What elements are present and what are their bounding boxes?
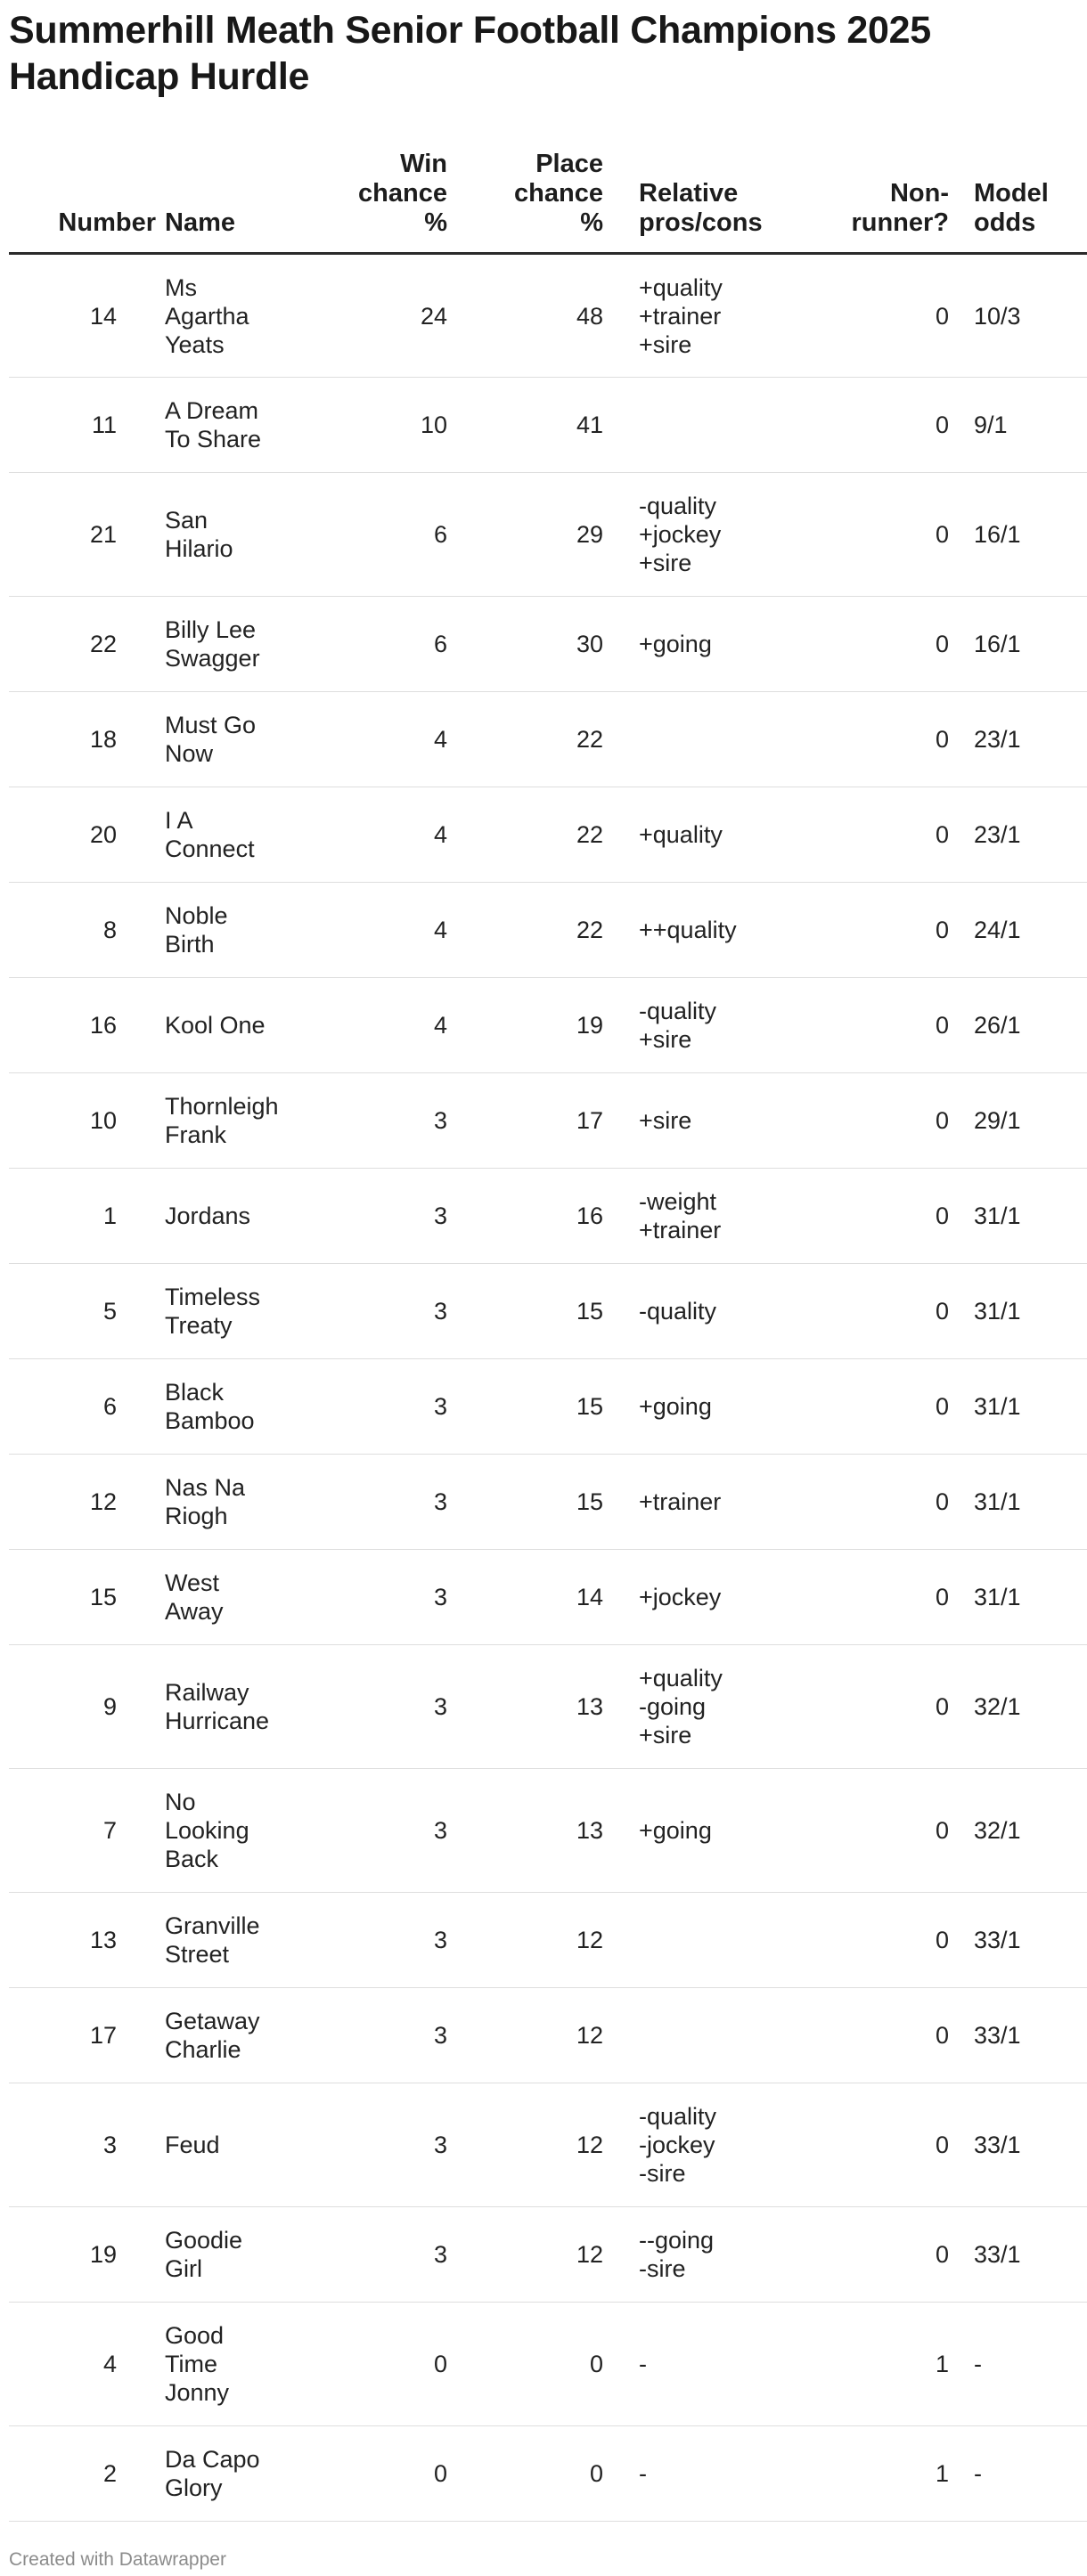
cell-name (156, 1264, 291, 1359)
cell-odds: 16/1 (949, 473, 1087, 597)
cell-place: 17 (447, 1073, 603, 1169)
cell-win: 3 (291, 2207, 447, 2303)
column-header-rel-line: pros/cons (639, 208, 763, 237)
cell-rel-line: ++quality (639, 917, 737, 943)
table-row (9, 1645, 1087, 1769)
cell-number: 16 (9, 978, 156, 1073)
cell-odds: 9/1 (949, 378, 1087, 473)
cell-nr: 0 (813, 1769, 949, 1893)
cell-odds: 24/1 (949, 883, 1087, 978)
cell-number: 18 (9, 692, 156, 787)
cell-name-line: Riogh (165, 1503, 228, 1529)
cell-name-line: Yeats (165, 330, 225, 358)
cell-win: 6 (291, 597, 447, 692)
cell-rel-line: -quality (639, 1298, 717, 1325)
column-header-place-line: % (580, 208, 603, 237)
cell-number: 7 (9, 1769, 156, 1893)
cell-rel (603, 473, 813, 597)
cell-odds: 29/1 (949, 1073, 1087, 1169)
cell-name-line: Da Capo (165, 2446, 260, 2473)
cell-rel-line: - (639, 2351, 647, 2377)
cell-name-line: Noble (165, 902, 228, 929)
cell-win: 24 (291, 254, 447, 378)
column-header-win (291, 143, 447, 254)
cell-win: 0 (291, 2303, 447, 2426)
cell-rel (603, 1264, 813, 1359)
cell-name (156, 1550, 291, 1645)
cell-place: 48 (447, 254, 603, 378)
cell-place: 16 (447, 1169, 603, 1264)
cell-odds: 31/1 (949, 1169, 1087, 1264)
cell-win: 4 (291, 787, 447, 883)
cell-odds: 23/1 (949, 692, 1087, 787)
cell-rel-line: +jockey (639, 521, 722, 548)
cell-nr: 0 (813, 1359, 949, 1455)
cell-rel (603, 378, 813, 473)
cell-number: 10 (9, 1073, 156, 1169)
cell-odds: 33/1 (949, 2083, 1087, 2207)
cell-place: 30 (447, 597, 603, 692)
cell-rel-line: +trainer (639, 302, 722, 330)
footer-credit: Created with Datawrapper (9, 2549, 226, 2570)
cell-number: 17 (9, 1988, 156, 2083)
cell-nr: 0 (813, 1893, 949, 1988)
cell-rel-line: -sire (639, 2255, 686, 2282)
cell-rel (603, 978, 813, 1073)
cell-name-line: A Dream (165, 397, 259, 424)
cell-rel (603, 883, 813, 978)
table-row (9, 1550, 1087, 1645)
column-header-rel (603, 143, 813, 254)
cell-rel (603, 1169, 813, 1264)
cell-number: 21 (9, 473, 156, 597)
cell-nr: 0 (813, 254, 949, 378)
column-header-name (156, 143, 291, 254)
column-header-name-line: Name (165, 208, 235, 237)
cell-rel-line: +trainer (639, 1488, 722, 1515)
cell-rel-line: -quality (639, 493, 717, 519)
cell-name-line: San (165, 507, 208, 534)
table-row (9, 1893, 1087, 1988)
cell-rel-line: +sire (639, 1107, 692, 1134)
cell-win: 10 (291, 378, 447, 473)
cell-place: 41 (447, 378, 603, 473)
cell-name (156, 473, 291, 597)
cell-place: 12 (447, 2083, 603, 2207)
cell-nr: 0 (813, 1645, 949, 1769)
cell-win: 4 (291, 692, 447, 787)
cell-rel (603, 787, 813, 883)
cell-name-line: I A (165, 807, 193, 834)
cell-win: 4 (291, 978, 447, 1073)
cell-place: 12 (447, 1893, 603, 1988)
table-row (9, 1359, 1087, 1455)
cell-win: 3 (291, 1893, 447, 1988)
cell-place: 15 (447, 1264, 603, 1359)
cell-nr: 0 (813, 1550, 949, 1645)
cell-rel (603, 2207, 813, 2303)
cell-rel-line: -going (639, 1693, 707, 1720)
cell-win: 3 (291, 1169, 447, 1264)
column-header-place-line: chance (514, 179, 603, 208)
column-header-rel-line: Relative (639, 179, 739, 208)
cell-name (156, 378, 291, 473)
column-header-odds-line: Model (974, 179, 1049, 208)
column-header-nr (813, 143, 949, 254)
cell-name (156, 692, 291, 787)
chart-title (9, 7, 1060, 100)
cell-name-line: Agartha (165, 302, 249, 330)
cell-number: 8 (9, 883, 156, 978)
cell-name-line: Connect (165, 836, 255, 862)
cell-name-line: To Share (165, 426, 262, 452)
cell-name (156, 1169, 291, 1264)
column-header-nr-line: runner? (851, 208, 949, 237)
cell-nr: 0 (813, 787, 949, 883)
cell-win: 3 (291, 1073, 447, 1169)
cell-nr: 0 (813, 1264, 949, 1359)
cell-rel-line: +sire (639, 330, 692, 358)
cell-number: 4 (9, 2303, 156, 2426)
cell-rel (603, 2083, 813, 2207)
cell-odds: 33/1 (949, 2207, 1087, 2303)
cell-name-line: No (165, 1789, 196, 1815)
cell-name-line: Back (165, 1846, 219, 1872)
cell-name (156, 2207, 291, 2303)
cell-number: 6 (9, 1359, 156, 1455)
cell-rel (603, 1455, 813, 1550)
cell-win: 6 (291, 473, 447, 597)
cell-place: 0 (447, 2426, 603, 2522)
cell-rel-line: +quality (639, 821, 723, 848)
cell-win: 3 (291, 1264, 447, 1359)
cell-number: 20 (9, 787, 156, 883)
cell-rel (603, 2303, 813, 2426)
cell-name-line: Hurricane (165, 1708, 270, 1734)
odds-table (9, 143, 1087, 2522)
cell-nr: 0 (813, 597, 949, 692)
cell-place: 19 (447, 978, 603, 1073)
cell-win: 3 (291, 1769, 447, 1893)
cell-rel-line: +quality (639, 273, 723, 301)
table-row (9, 1769, 1087, 1893)
table-row (9, 473, 1087, 597)
cell-odds: - (949, 2426, 1087, 2522)
cell-name (156, 1455, 291, 1550)
table-row (9, 787, 1087, 883)
cell-rel-line: -weight (639, 1188, 717, 1215)
table-row (9, 1455, 1087, 1550)
column-header-number-line: Number (58, 208, 156, 237)
cell-odds: 32/1 (949, 1645, 1087, 1769)
table-row (9, 2083, 1087, 2207)
cell-nr: 0 (813, 2083, 949, 2207)
cell-name-line: West (165, 1569, 220, 1596)
cell-name-line: Black (165, 1379, 225, 1406)
column-header-nr-line: Non- (889, 179, 949, 208)
cell-name-line: Jonny (165, 2379, 230, 2406)
table-row (9, 597, 1087, 692)
cell-rel (603, 692, 813, 787)
cell-rel (603, 1550, 813, 1645)
cell-name (156, 1769, 291, 1893)
column-header-odds (949, 143, 1087, 254)
cell-name-line: Ms (165, 273, 197, 301)
cell-number: 19 (9, 2207, 156, 2303)
cell-rel-line: +quality (639, 1665, 723, 1692)
table-row (9, 1073, 1087, 1169)
cell-rel-line: --going (639, 2227, 715, 2254)
cell-name-line: Jordans (165, 1202, 251, 1229)
cell-rel-line: -sire (639, 2160, 686, 2187)
cell-rel (603, 1988, 813, 2083)
cell-place: 22 (447, 883, 603, 978)
cell-rel-line: +sire (639, 1722, 692, 1749)
cell-odds: 31/1 (949, 1264, 1087, 1359)
cell-nr: 0 (813, 473, 949, 597)
cell-number: 3 (9, 2083, 156, 2207)
cell-rel-line: +jockey (639, 1584, 722, 1610)
cell-number: 15 (9, 1550, 156, 1645)
cell-number: 13 (9, 1893, 156, 1988)
table-row (9, 2303, 1087, 2426)
cell-name (156, 597, 291, 692)
cell-nr: 0 (813, 1988, 949, 2083)
table-row (9, 1169, 1087, 1264)
cell-win: 3 (291, 1988, 447, 2083)
cell-name-line: Billy Lee (165, 616, 257, 643)
cell-place: 22 (447, 787, 603, 883)
cell-name-line: Charlie (165, 2036, 241, 2063)
cell-name-line: Nas Na (165, 1474, 246, 1501)
table-row (9, 692, 1087, 787)
cell-number: 22 (9, 597, 156, 692)
cell-number: 5 (9, 1264, 156, 1359)
cell-win: 3 (291, 1359, 447, 1455)
cell-name-line: Frank (165, 1121, 227, 1148)
column-header-place (447, 143, 603, 254)
cell-win: 3 (291, 2083, 447, 2207)
table-row (9, 1988, 1087, 2083)
cell-name (156, 2426, 291, 2522)
table-row (9, 254, 1087, 378)
cell-name-line: Kool One (165, 1012, 266, 1039)
cell-place: 14 (447, 1550, 603, 1645)
cell-number: 14 (9, 254, 156, 378)
cell-odds: 31/1 (949, 1359, 1087, 1455)
cell-nr: 0 (813, 883, 949, 978)
cell-rel-line: +going (639, 1817, 712, 1844)
table-body (9, 254, 1087, 2522)
cell-place: 29 (447, 473, 603, 597)
cell-rel (603, 597, 813, 692)
cell-name (156, 1645, 291, 1769)
cell-odds: - (949, 2303, 1087, 2426)
cell-rel (603, 1769, 813, 1893)
cell-win: 3 (291, 1455, 447, 1550)
cell-rel (603, 1893, 813, 1988)
cell-nr: 0 (813, 1169, 949, 1264)
table-row (9, 978, 1087, 1073)
cell-win: 4 (291, 883, 447, 978)
cell-rel (603, 1073, 813, 1169)
table-row (9, 378, 1087, 473)
table-row (9, 883, 1087, 978)
cell-nr: 0 (813, 692, 949, 787)
cell-name-line: Timeless (165, 1284, 261, 1310)
cell-name (156, 2303, 291, 2426)
cell-odds: 26/1 (949, 978, 1087, 1073)
cell-name-line: Hilario (165, 535, 233, 562)
column-header-win-line: chance (358, 179, 447, 208)
title-line-2: Handicap Hurdle (9, 55, 310, 98)
cell-nr: 1 (813, 2303, 949, 2426)
cell-name-line: Now (165, 740, 214, 767)
cell-rel-line: -quality (639, 998, 717, 1024)
column-header-odds-line: odds (974, 208, 1036, 237)
cell-name-line: Goodie (165, 2227, 243, 2254)
cell-place: 12 (447, 1988, 603, 2083)
cell-nr: 0 (813, 1073, 949, 1169)
cell-nr: 0 (813, 978, 949, 1073)
cell-win: 3 (291, 1645, 447, 1769)
cell-rel (603, 2426, 813, 2522)
cell-name-line: Girl (165, 2255, 202, 2282)
cell-name-line: Looking (165, 1817, 249, 1844)
column-header-win-line: Win (400, 150, 447, 178)
cell-nr: 0 (813, 1455, 949, 1550)
cell-odds: 33/1 (949, 1988, 1087, 2083)
cell-name-line: Treaty (165, 1312, 233, 1339)
header-row (9, 143, 1087, 254)
cell-rel (603, 254, 813, 378)
cell-name-line: Glory (165, 2474, 223, 2501)
table-row (9, 2207, 1087, 2303)
cell-name-line: Getaway (165, 2008, 260, 2034)
cell-nr: 0 (813, 2207, 949, 2303)
cell-number: 9 (9, 1645, 156, 1769)
cell-rel-line: +going (639, 631, 712, 657)
cell-name-line: Thornleigh (165, 1093, 279, 1120)
cell-name-line: Away (165, 1598, 224, 1625)
cell-name (156, 787, 291, 883)
cell-name-line: Birth (165, 931, 215, 958)
cell-name-line: Street (165, 1941, 230, 1968)
cell-place: 0 (447, 2303, 603, 2426)
column-header-place-line: Place (535, 150, 603, 178)
cell-name (156, 1988, 291, 2083)
cell-odds: 31/1 (949, 1455, 1087, 1550)
cell-name-line: Bamboo (165, 1407, 255, 1434)
cell-name (156, 1073, 291, 1169)
cell-place: 22 (447, 692, 603, 787)
cell-odds: 23/1 (949, 787, 1087, 883)
column-header-number (9, 143, 156, 254)
cell-name (156, 2083, 291, 2207)
table-row (9, 2426, 1087, 2522)
cell-name (156, 1359, 291, 1455)
cell-nr: 1 (813, 2426, 949, 2522)
cell-win: 3 (291, 1550, 447, 1645)
cell-name-line: Granville (165, 1912, 260, 1939)
column-header-win-line: % (424, 208, 447, 237)
cell-number: 12 (9, 1455, 156, 1550)
cell-number: 1 (9, 1169, 156, 1264)
cell-rel-line: -jockey (639, 2132, 715, 2158)
cell-rel (603, 1645, 813, 1769)
cell-odds: 16/1 (949, 597, 1087, 692)
cell-name-line: Railway (165, 1679, 249, 1706)
cell-number: 2 (9, 2426, 156, 2522)
cell-odds: 10/3 (949, 254, 1087, 378)
cell-name (156, 1893, 291, 1988)
cell-rel-line: +sire (639, 1026, 692, 1053)
cell-rel-line: +trainer (639, 1217, 722, 1243)
cell-nr: 0 (813, 378, 949, 473)
cell-place: 13 (447, 1769, 603, 1893)
cell-odds: 33/1 (949, 1893, 1087, 1988)
cell-number: 11 (9, 378, 156, 473)
cell-rel-line: - (639, 2460, 647, 2487)
cell-name-line: Good (165, 2322, 225, 2349)
cell-name (156, 254, 291, 378)
title-line-1: Summerhill Meath Senior Football Champions 2025 (9, 9, 931, 52)
cell-odds: 31/1 (949, 1550, 1087, 1645)
cell-place: 12 (447, 2207, 603, 2303)
cell-name (156, 883, 291, 978)
cell-place: 15 (447, 1455, 603, 1550)
cell-win: 0 (291, 2426, 447, 2522)
cell-rel (603, 1359, 813, 1455)
cell-odds: 32/1 (949, 1769, 1087, 1893)
cell-name-line: Time (165, 2351, 217, 2377)
cell-rel-line: -quality (639, 2103, 717, 2130)
cell-place: 15 (447, 1359, 603, 1455)
cell-name (156, 978, 291, 1073)
cell-place: 13 (447, 1645, 603, 1769)
cell-rel-line: +going (639, 1393, 712, 1420)
cell-name-line: Must Go (165, 712, 257, 738)
cell-name-line: Feud (165, 2132, 220, 2158)
cell-name-line: Swagger (165, 645, 260, 672)
cell-rel-line: +sire (639, 550, 692, 576)
table-row (9, 1264, 1087, 1359)
